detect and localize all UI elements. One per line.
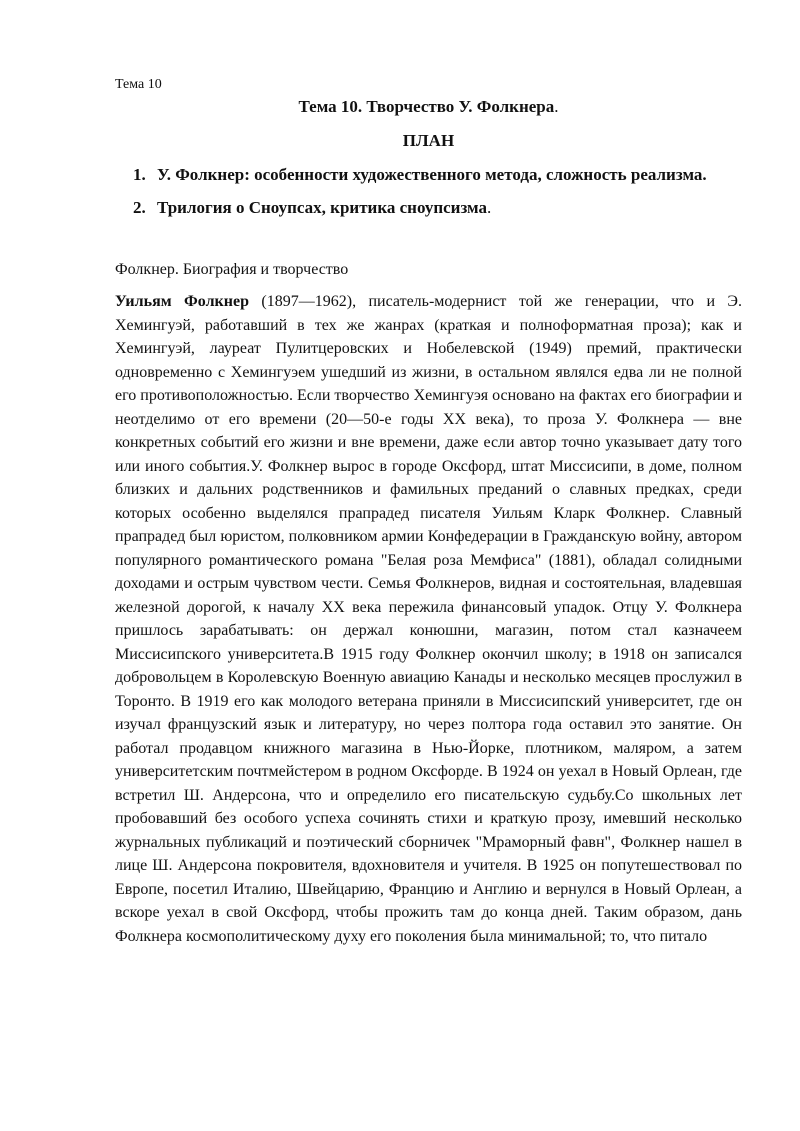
- section-heading: Фолкнер. Биография и творчество: [115, 261, 349, 278]
- plan-item: [115, 191, 742, 224]
- plan-heading: ПЛАН: [402, 131, 455, 150]
- page-title-text: Тема 10. Творчество У. Фолкнера: [298, 97, 555, 116]
- plan-item-text: Трилогия о Сноупсах, критика сноупсизма: [157, 198, 488, 217]
- body-paragraph-text: (1897—1962), писатель-модернист той же генерации, что и Э. Хемингуэй, работавший в тех же жанрах (краткая и полноформатная проза); как и Хемингуэй, лауреат Пулитцеровских и Нобелевской (1949) премий, практически одновременно с Хемингуэем ушедший из жизни, в остальном являлся едва ли не полной его противоположностью. Если творчество Хемингуэя основано на фактах его биографии и неотделимо от его времени (20—50-е годы XX века), то проза У. Фолкнера — вне конкретных событий его жизни и вне времени, даже если автор точно указывает дату того или иного события.У. Фолкнер вырос в городе Оксфорд, штат Миссисипи, в доме, полном близких и дальних родственников и фамильных преданий о славных предках, среди которых особенно выделялся прапрадед писателя Уильям Кларк Фолкнер. Славный прапрадед был юристом, полковником армии Конфедерации в Гражданскую войну, автором популярного романтического романа "Белая роза Мемфиса" (1881), обладал солидными доходами и острым чувством чести. Семья Фолкнеров, видная и состоятельная, владевшая железной дорогой, к началу XX века пережила финансовый упадок. Отцу У. Фолкнера пришлось зарабатывать: он держал конюшни, магазин, потом стал казначеем Миссисипского университета.В 1915 году Фолкнер окончил школу; в 1918 он записался добровольцем в Королевскую Военную авиацию Канады и несколько месяцев прослужил в Торонто. В 1919 его как молодого ветерана приняли в Миссисипский университет, где он изучал французский язык и литературу, но через полтора года оставил это занятие. Он работал продавцом книжного магазина в Нью-Йорке, плотником, маляром, а затем университетским почтмейстером в родном Оксфорде. В 1924 он уехал в Новый Орлеан, где встретил Ш. Андерсона, что и определило его писательскую судьбу.Со школьных лет пробовавший без особого успеха сочинять стихи и краткую прозу, имевший несколько журнальных публикаций и поэтический сборничек "Мраморный фавн", Фолкнер нашел в лице Ш. Андерсона покровителя, вдохновителя и учителя. В 1925 он попутешествовал по Европе, посетил Италию, Швейцарию, Францию и Англию и вернулся в Новый Орлеан, а вскоре уехал в свой Оксфорд, чтобы прожить там до конца дней. Таким образом, дань Фолкнера космополитическому духу его поколения была минимальной; то, что питало: [115, 293, 742, 945]
- plan-item-text: У. Фолкнер: особенности художественного метода, сложность реализма.: [157, 165, 707, 184]
- running-header: Тема 10: [115, 77, 162, 92]
- page-title: [115, 96, 742, 118]
- plan-item-number: 1.: [133, 165, 146, 184]
- plan-item: [115, 158, 742, 191]
- plan-item-number: 2.: [133, 198, 146, 217]
- author-name: Уильям Фолкнер: [115, 293, 249, 310]
- page-title-period: .: [554, 97, 559, 116]
- body-paragraph: [115, 290, 742, 948]
- plan-item-period: .: [487, 198, 492, 217]
- plan-list: [115, 158, 742, 224]
